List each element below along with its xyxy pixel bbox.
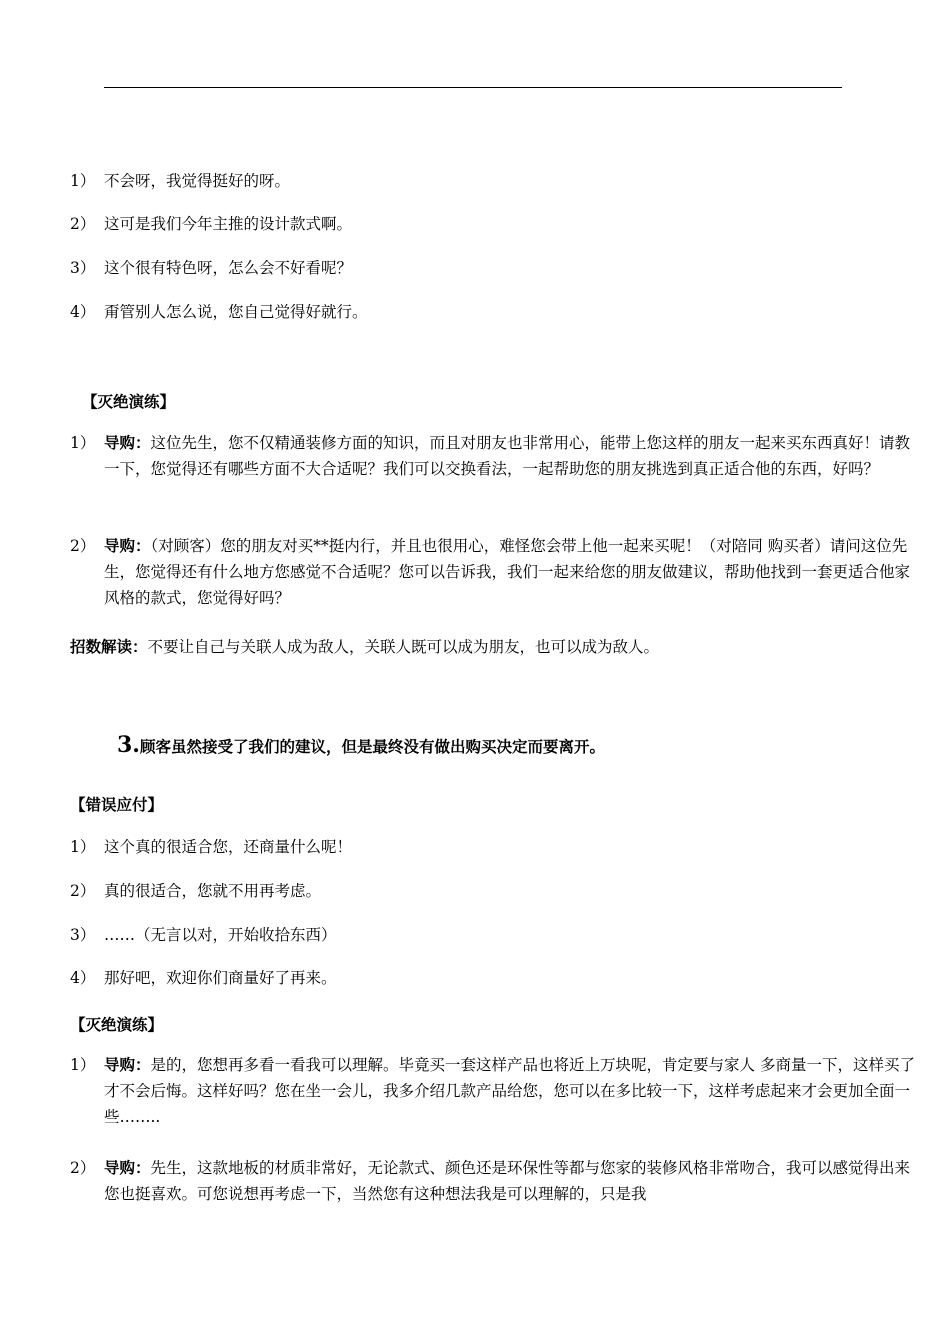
list-item: 4） 那好吧，欢迎你们商量好了再来。 <box>70 969 337 987</box>
list-item: 1） 不会呀，我觉得挺好的呀。 <box>70 172 291 190</box>
list-item: 3） 这个很有特色呀，怎么会不好看呢？ <box>70 259 353 277</box>
list-item: 2） 真的很适合，您就不用再考虑。 <box>70 882 322 900</box>
section-title: 3.顾客虽然接受了我们的建议，但是最终没有做出购买决定而要离开。 <box>117 732 605 758</box>
list-item: 1） 导购：是的，您想再多看一看我可以理解。毕竟买一套这样产品也将近上万块呢，肯定要与家人 多商量一下，这样买了才不会后悔。这样好吗？您在坐一会儿，我多介绍几款产品给您，您可以在多比较一下，这样考虑起来才会更加全面一些…….. <box>70 1055 915 1126</box>
section-heading: 【灭绝演练】 <box>70 1015 164 1034</box>
tip-paragraph: 招数解读：不要让自己与关联人成为敌人，关联人既可以成为朋友，也可以成为敌人。 <box>70 637 660 656</box>
list-item: 2） 这可是我们今年主推的设计款式啊。 <box>70 215 353 233</box>
section-heading: 【灭绝演练】 <box>82 392 176 411</box>
list-item: 2） 导购：（对顾客）您的朋友对买**挺内行，并且也很用心，难怪您会带上他一起来买呢！（对陪同 购买者）请问这位先生，您觉得还有什么地方您感觉不合适呢？您可以告诉我，我们一起来给您的朋友做建议，帮助他找到一套更适合他家风格的款式，您觉得好吗？ <box>70 536 911 607</box>
list-item: 3） ……（无言以对，开始收拾东西） <box>70 926 337 944</box>
section-heading: 【错误应付】 <box>70 795 164 814</box>
list-item: 1） 这个真的很适合您，还商量什么呢！ <box>70 838 353 856</box>
list-item: 2） 导购：先生，这款地板的材质非常好，无论款式、颜色还是环保性等都与您家的装修风格非常吻合，我可以感觉得出来您也挺喜欢。可您说想再考虑一下，当然您有这种想法我是可以理解的，只是我 <box>70 1158 911 1203</box>
list-item: 1） 导购：这位先生，您不仅精通装修方面的知识，而且对朋友也非常用心，能带上您这样的朋友一起来买东西真好！请教一下，您觉得还有哪些方面不大合适呢？我们可以交换看法，一起帮助您的朋友挑选到真正适合他的东西，好吗？ <box>70 433 911 478</box>
list-item: 4） 甭管别人怎么说，您自己觉得好就行。 <box>70 303 368 321</box>
header-rule <box>104 87 842 88</box>
